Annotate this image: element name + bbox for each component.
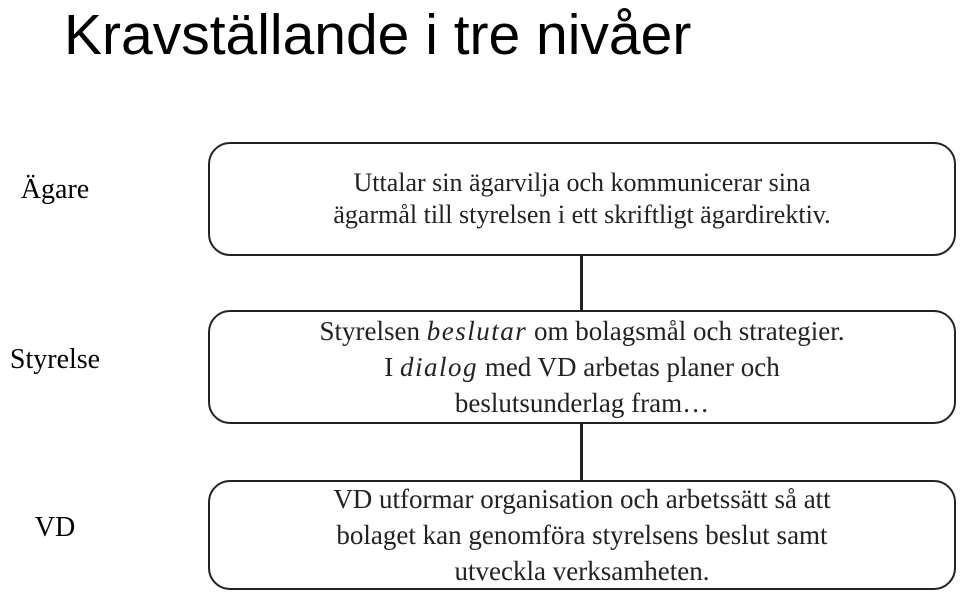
level-label-vd: VD	[34, 512, 76, 543]
text-segment: Uttalar sin ägarvilja och kommunicerar sina	[353, 168, 811, 197]
emphasized-text: beslutar	[426, 316, 528, 346]
box-line	[333, 199, 830, 231]
text-segment: med VD arbetas planer och	[478, 352, 780, 382]
box-line	[353, 167, 810, 199]
level-label-agare: Ägare	[20, 174, 90, 205]
box-line	[384, 349, 779, 385]
text-segment: bolaget kan genomföra styrelsens beslut samt	[336, 520, 828, 550]
text-segment: VD utformar organisation och arbetssätt så att	[333, 484, 831, 514]
box-line	[336, 517, 827, 553]
level-box-styrelse	[208, 310, 956, 424]
text-segment: beslutsunderlag fram…	[454, 388, 710, 418]
text-segment: utveckla verksamheten.	[454, 556, 710, 586]
connector-agare-styrelse	[580, 256, 583, 310]
box-line	[455, 553, 710, 589]
text-segment: Styrelsen	[319, 316, 427, 346]
page-title: Kravställande i tre nivåer	[64, 3, 692, 67]
box-line	[455, 385, 709, 421]
text-segment: I	[384, 352, 401, 382]
connector-styrelse-vd	[580, 424, 583, 480]
box-line	[333, 481, 830, 517]
level-label-styrelse: Styrelse	[9, 344, 101, 375]
level-box-vd	[208, 480, 956, 590]
box-line	[320, 313, 845, 349]
text-segment: om bolagsmål och strategier.	[527, 316, 845, 346]
level-box-agare	[208, 142, 956, 256]
emphasized-text: dialog	[400, 352, 479, 382]
text-segment: ägarmål till styrelsen i ett skriftligt ägardirektiv.	[333, 200, 831, 229]
